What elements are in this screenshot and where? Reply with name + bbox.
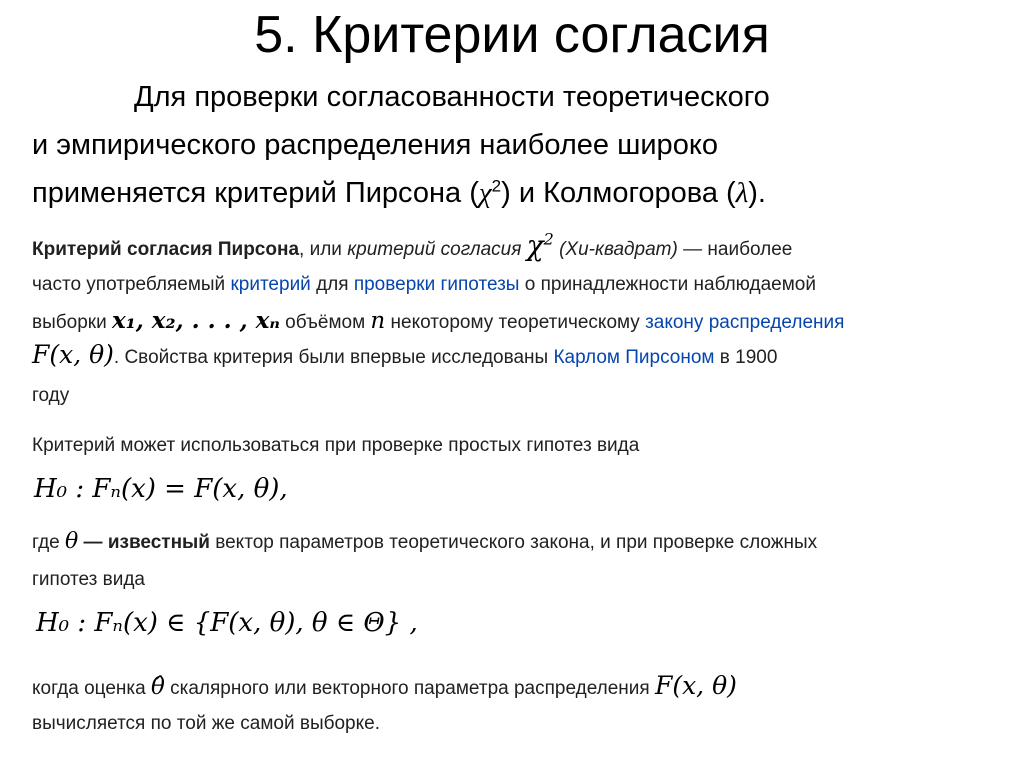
- intro-line-2: и эмпирического распределения наиболее широко: [32, 129, 718, 161]
- known-bold: — известный: [78, 532, 210, 553]
- n-math: n: [370, 308, 386, 334]
- theta-math: θ: [65, 529, 79, 554]
- para2-line-3: [32, 530, 817, 555]
- intro-text-a: применяется критерий Пирсона (: [32, 177, 479, 209]
- para1-l3-a: выборки: [32, 312, 112, 333]
- para1-l3-b: объёмом: [279, 312, 371, 333]
- formula-composite-hypothesis: H₀ : Fₙ(x) ∈ {F(x, θ), θ ∈ Θ} ,: [36, 608, 418, 638]
- formula-simple-hypothesis: H₀ : Fₙ(x) = F(x, θ),: [34, 474, 288, 504]
- para2-l6-b: скалярного или векторного параметра распределения: [164, 678, 655, 699]
- F-math: F(x, θ): [32, 340, 114, 369]
- link-hypothesis-testing[interactable]: проверки гипотезы: [353, 274, 520, 295]
- bold-term: Критерий согласия Пирсона: [32, 239, 300, 260]
- intro-text-b: ) и Колмогорова (: [501, 177, 736, 209]
- chi-math-sup: 2: [543, 229, 554, 249]
- para2-line-4: гипотез вида: [32, 569, 145, 590]
- para1-l2-b: для: [310, 274, 354, 295]
- para1-text-1: , или: [299, 239, 348, 260]
- para1-l2-a: часто употребляемый: [32, 274, 231, 295]
- sample-math: x₁, x₂, . . . , xₙ: [111, 307, 280, 334]
- para1-l2-c: о принадлежности наблюдаемой: [519, 274, 816, 295]
- intro-line-1: Для проверки согласованности теоретического: [134, 81, 770, 113]
- para2-l3-a: где: [32, 532, 66, 553]
- para2-line-6: [32, 671, 737, 701]
- lambda-symbol: λ: [735, 177, 749, 209]
- italic-term: критерий согласия: [347, 239, 522, 260]
- theta-hat-math: θ̂: [150, 674, 165, 700]
- para1-line-3: [32, 309, 844, 335]
- F-math-2: F(x, θ): [654, 671, 737, 700]
- para2-l3-b: вектор параметров теоретического закона, и при проверке сложных: [209, 532, 818, 553]
- para1-line-4: [32, 340, 778, 370]
- para2-line-7: вычисляется по той же самой выборке.: [32, 713, 380, 734]
- para1-l3-c: некоторому теоретическому: [385, 312, 646, 333]
- slide-title: 5. Критерии согласия: [254, 6, 770, 64]
- intro-text-c: ).: [748, 177, 766, 209]
- para1-l4-a: . Свойства критерия были впервые исследованы: [113, 347, 554, 368]
- link-criterion[interactable]: критерий: [230, 274, 311, 295]
- intro-line-3: [32, 176, 766, 210]
- para2-l6-a: когда оценка: [32, 678, 151, 699]
- para2-line-1: Критерий может использоваться при проверке простых гипотез вида: [32, 435, 640, 456]
- para1-text-2: — наиболее: [677, 239, 793, 260]
- italic-paren: (Хи-квадрат): [559, 239, 678, 260]
- chi-math: $\chi^2$: [526, 229, 554, 262]
- chi-superscript: 2: [491, 176, 502, 196]
- link-distribution-law[interactable]: закону распределения: [645, 312, 845, 333]
- para1-line-2: [32, 273, 816, 297]
- para1-line-5: году: [32, 385, 70, 406]
- chi-symbol: χ: [478, 177, 492, 209]
- para1-l4-b: в 1900: [714, 347, 778, 368]
- link-karl-pearson[interactable]: Карлом Пирсоном: [553, 347, 715, 368]
- para1-line-1: [32, 229, 793, 262]
